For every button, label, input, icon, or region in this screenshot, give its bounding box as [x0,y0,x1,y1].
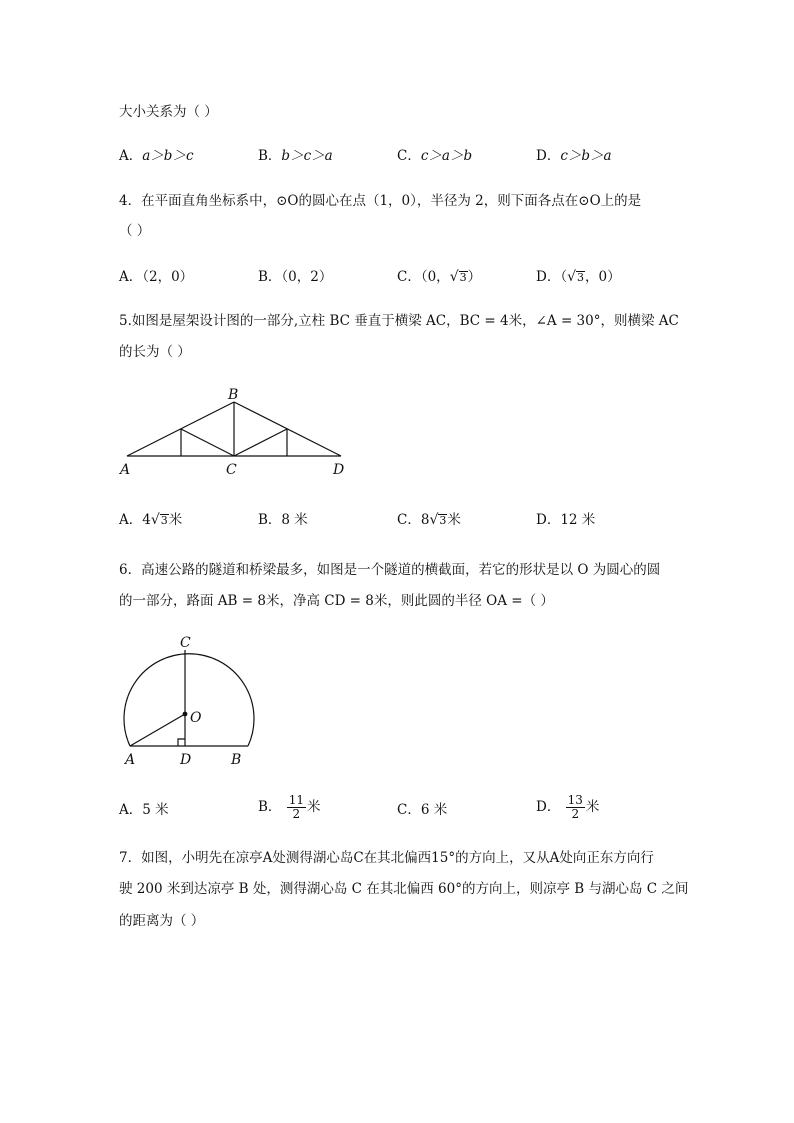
q7-stem-line1: 7．如图，小明先在凉亭A处测得湖心岛C在其北偏西15°的方向上，又从A处向正东方向行 [119,850,654,866]
tunnel-arc [124,654,254,746]
q5-option-b: B．8 米 [258,512,308,528]
q6-stem-line1: 6．高速公路的隧道和桥梁最多，如图是一个隧道的横截面，若它的形状是以 O 为圆心的圆 [119,562,661,578]
q4-option-a: A．（2，0） [119,269,194,285]
q5-option-c: C．8√3米 [397,512,461,528]
label-o: O [190,710,202,726]
q6-stem-line2: 的一部分，路面 AB = 8米，净高 CD = 8米，则此圆的半径 OA =（ ） [119,593,554,609]
q5-option-a: A．4√3米 [119,512,183,528]
roof-truss-figure [115,385,355,480]
q6-option-b: B． $\frac{11}{2}$ 米 [258,793,321,821]
q6-option-d: D． $\frac{13}{2}$ 米 [536,793,600,821]
radius-oa [130,714,185,746]
q6-option-c: C．6 米 [397,802,448,818]
label-a: A [120,462,131,478]
label-d: D [180,752,192,768]
q5-stem-line1: 5.如图是屋架设计图的一部分,立柱 BC 垂直于横梁 AC，BC = 4米，∠A = 30°，则横梁 AC [119,313,679,329]
q3-stem-tail: 大小关系为（ ） [119,104,218,120]
label-c: C [226,462,237,478]
center-o-dot [183,712,188,717]
truss-left-brace [181,429,234,456]
q4-option-d: D．（√3，0） [536,269,621,285]
q3-option-d: D．c＞b＞a [536,148,612,164]
truss-right-brace [234,429,287,456]
q7-stem-line2: 驶 200 米到达凉亭 B 处，测得湖心岛 C 在其北偏西 60°的方向上，则凉亭 B 与湖心岛 C 之间 [119,881,689,897]
q3-option-b: B．b＞c＞a [258,148,333,164]
label-d: D [333,462,345,478]
q4-stem-line1: 4．在平面直角坐标系中，⊙O的圆心在点（1，0），半径为 2，则下面各点在⊙O上的是 [119,193,642,209]
tunnel-circle-figure [110,630,270,770]
q3-option-a: A．a＞b＞c [119,148,194,164]
q5-stem-line2: 的长为（ ） [119,344,191,360]
label-c: C [180,635,191,651]
right-angle-mark [178,739,185,746]
q5-option-d: D．12 米 [536,512,596,528]
q6-option-a: A．5 米 [119,802,169,818]
q4-option-c: C．（0，√3） [397,269,482,285]
q4-stem-line2: （ ） [119,223,151,239]
q7-stem-line3: 的距离为（ ） [119,913,205,929]
q4-option-b: B．（0，2） [258,269,333,285]
q3-option-c: C．c＞a＞b [397,148,473,164]
label-a: A [125,752,136,768]
label-b: B [231,752,242,768]
label-b: B [228,387,239,403]
